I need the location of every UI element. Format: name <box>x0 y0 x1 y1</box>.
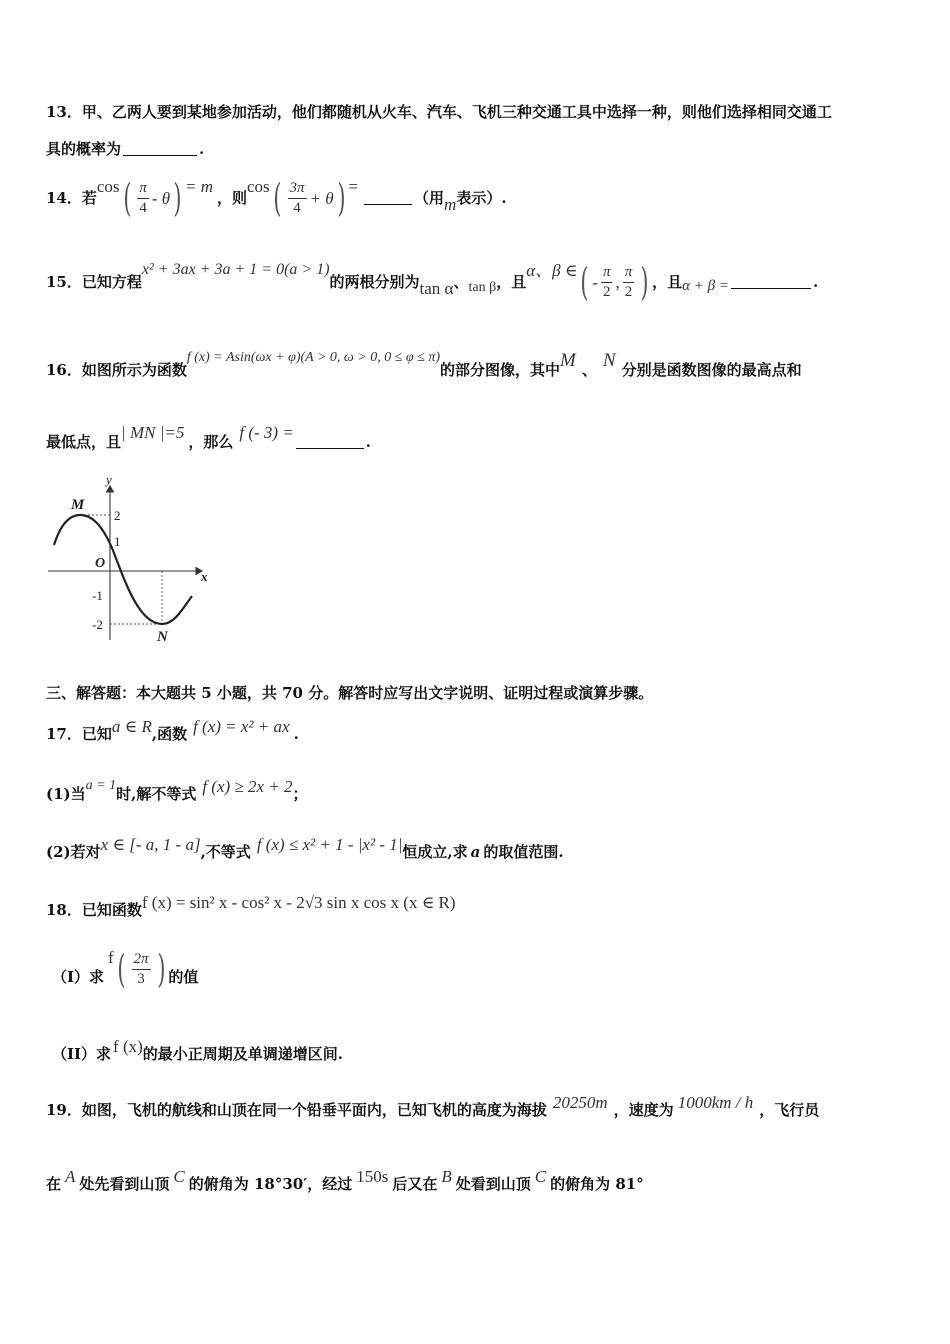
frac-3pi-4 <box>288 181 307 216</box>
q18-p1b: 的值 <box>168 967 199 986</box>
q18-func: f (x) = sin² x - cos² x - 2√3 sin x cos x (x ∈ R) <box>141 892 456 912</box>
q19-line1 <box>46 1086 819 1118</box>
q15-tan-b: tan β <box>468 280 497 295</box>
q17-p2a: (2)若对 <box>46 842 101 861</box>
q17-ineq1: f (x) ≥ 2x + 2 <box>202 776 293 796</box>
q19-speed: ，速度为 <box>613 1100 674 1119</box>
q18-line <box>46 886 456 918</box>
q14-use-a: （用 <box>414 188 445 207</box>
q19-l2c: 的俯角为 18°30′，经过 <box>188 1174 353 1193</box>
right-paren: ) <box>173 176 182 220</box>
q19-C: C <box>173 1166 185 1186</box>
frac-num-2: 3π <box>288 181 307 199</box>
right-paren-2: ) <box>336 176 346 220</box>
q16-line2a: 最低点，且 <box>46 432 122 451</box>
frac-num-3: π <box>601 265 613 283</box>
q19-num: 19．如图，飞机的航线和山顶在同一个铅垂平面内，已知飞机的高度为海拔 <box>46 1100 547 1119</box>
tick-1: 1 <box>114 534 121 549</box>
q18-p2a: （II）求 <box>52 1044 112 1063</box>
frac-den-3: 2 <box>602 283 611 300</box>
left-paren: ( <box>122 176 132 220</box>
left-paren-4: ( <box>117 947 126 991</box>
q17-func-label: ,函数 <box>151 724 188 743</box>
N-label: N <box>157 629 168 645</box>
frac-2pi-3 <box>132 952 151 987</box>
q15-and2: ，且 <box>652 272 683 291</box>
frac-pi-4 <box>137 181 149 216</box>
q16-part: 的部分图像，其中 <box>440 360 561 379</box>
left-paren-3: ( <box>580 260 589 304</box>
q16-N: N <box>602 349 616 371</box>
q17-end: . <box>293 724 299 743</box>
answer-blank-4[interactable] <box>296 436 364 449</box>
q13-line2 <box>46 142 204 157</box>
frac-den: 4 <box>139 199 147 216</box>
q17-part1 <box>46 770 308 802</box>
q13-end: . <box>199 140 205 158</box>
frac-num-5: 2π <box>132 952 151 970</box>
q14-eq: = <box>348 176 359 196</box>
y-label: y <box>106 472 112 487</box>
tick-neg2: -2 <box>92 617 103 632</box>
q14-minus-theta: - θ <box>151 188 171 208</box>
q18-part1 <box>52 945 198 993</box>
q18-f: f <box>108 947 114 967</box>
q16-func: f (x) = Asin(ωx + φ)(A > 0, ω > 0, 0 ≤ φ ≤ π) <box>186 350 441 365</box>
right-paren-3: ) <box>640 260 649 304</box>
q14-cos-2: cos <box>247 176 270 196</box>
q16-then: ，那么 <box>188 432 234 451</box>
frac-num-4: π <box>623 265 635 283</box>
q17-p2b: ,不等式 <box>200 842 251 861</box>
q19-h: 20250m <box>552 1092 608 1112</box>
M-label: M <box>71 497 85 513</box>
frac-pi-2 <box>601 265 613 300</box>
q16-sep: 、 <box>581 360 597 379</box>
q19-pilot: ，飞行员 <box>759 1100 820 1119</box>
q14-m: m <box>444 194 457 214</box>
q17-ineq2: f (x) ≤ x² + 1 - |x² - 1| <box>256 834 403 854</box>
q15-sep: 、 <box>453 272 469 291</box>
q19-l2a: 在 <box>46 1174 62 1193</box>
q19-l2b: 处先看到山顶 <box>79 1174 170 1193</box>
q18-p1a: （I）求 <box>52 967 105 986</box>
q16-M: M <box>560 349 576 371</box>
q15-roots: 的两根分别为 <box>329 272 420 291</box>
q17-p1b: 时,解不等式 <box>116 784 197 803</box>
q17-part2 <box>46 828 564 860</box>
q15-neg: - <box>592 272 598 292</box>
q15-sum: α + β = <box>682 277 729 294</box>
q17-p1a: (1)当 <box>46 784 86 803</box>
q19-B: B <box>441 1166 452 1186</box>
q19-C2: C <box>534 1166 547 1186</box>
q19-A: A <box>65 1166 76 1186</box>
q19-t: 150s <box>356 1166 389 1186</box>
q13-text: 13． <box>46 103 82 121</box>
frac-pi-2-b <box>623 265 635 300</box>
q16-num: 16．如图所示为函数 <box>46 360 187 379</box>
q15-ab: α、β ∈ <box>526 260 578 280</box>
q16-end: . <box>365 432 372 451</box>
q15-comma: , <box>615 272 620 292</box>
q17-a1: a = 1 <box>85 778 117 793</box>
q15-num: 15．已知方程 <box>46 272 142 291</box>
left-paren-2: ( <box>273 176 282 220</box>
q14-then: ，则 <box>216 188 247 207</box>
q14-line <box>46 178 507 218</box>
answer-blank-3[interactable] <box>731 276 811 289</box>
q17-line <box>46 710 299 742</box>
q17-semi: ； <box>292 784 308 803</box>
sine-graph <box>40 470 230 650</box>
sine-curve <box>54 515 192 624</box>
q18-num: 18．已知函数 <box>46 900 142 919</box>
q14-plus-theta: + θ <box>309 188 334 208</box>
q14-eq-m: = m <box>184 176 213 196</box>
q16-f3: f (- 3) = <box>239 422 294 442</box>
q19-l2f: 的俯角为 81° <box>550 1174 644 1193</box>
q13-text-1: 甲、乙两人要到某地参加活动，他们都随机从火车、汽车、飞机三种交通工具中选择一种，则他们选择相同交通工 <box>81 103 832 121</box>
q17-a: a <box>470 842 481 861</box>
frac-den-5: 3 <box>137 970 145 987</box>
q16-line1 <box>46 340 802 380</box>
q18-part2 <box>52 1030 343 1062</box>
q14-num: 14．若 <box>46 188 97 207</box>
q13-line1 <box>46 105 832 120</box>
q19-l2d: 后又在 <box>392 1174 438 1193</box>
x-label: x <box>201 569 208 584</box>
q17-func: f (x) = x² + ax <box>193 716 290 736</box>
q17-num: 17．已知 <box>46 724 112 743</box>
q16-desc: 分别是函数图像的最高点和 <box>621 360 802 379</box>
answer-blank-2[interactable] <box>364 192 412 205</box>
q16-line2 <box>46 412 371 452</box>
frac-den-4: 2 <box>624 283 633 300</box>
q17-xin: x ∈ [- a, 1 - a] <box>100 834 201 854</box>
q16-mn: | MN |=5 <box>121 422 185 442</box>
q18-p2b: 的最小正周期及单调递增区间. <box>142 1044 344 1063</box>
tick-2: 2 <box>114 508 121 523</box>
q15-eq: x² + 3ax + 3a + 1 = 0(a > 1) <box>141 261 330 278</box>
q19-v: 1000km / h <box>677 1092 754 1112</box>
frac-num: π <box>137 181 149 199</box>
q15-tan-a: tan α <box>419 278 454 298</box>
section-heading: 三、解答题：本大题共 5 小题，共 70 分。解答时应写出文字说明、证明过程或演算步骤。 <box>46 684 654 702</box>
q18-fx: f (x) <box>113 1036 143 1056</box>
right-paren-4: ) <box>156 947 166 991</box>
q19-l2e: 处看到山顶 <box>455 1174 531 1193</box>
frac-den-2: 4 <box>293 199 301 216</box>
q19-line2 <box>46 1160 644 1192</box>
q15-line <box>46 262 818 302</box>
q17-aR: a ∈ R <box>111 716 152 736</box>
origin-label: O <box>95 556 106 571</box>
q15-and: ，且 <box>496 272 527 291</box>
q14-cos: cos <box>96 176 120 196</box>
q15-end: . <box>812 272 819 291</box>
q14-use-b: 表示）. <box>456 188 507 207</box>
answer-blank[interactable] <box>123 143 197 156</box>
q17-p2d: 的取值范围. <box>483 842 564 861</box>
q13-text-2: 具的概率为 <box>46 140 122 158</box>
q17-p2c: 恒成立,求 <box>402 842 468 861</box>
tick-neg1: -1 <box>92 588 103 603</box>
